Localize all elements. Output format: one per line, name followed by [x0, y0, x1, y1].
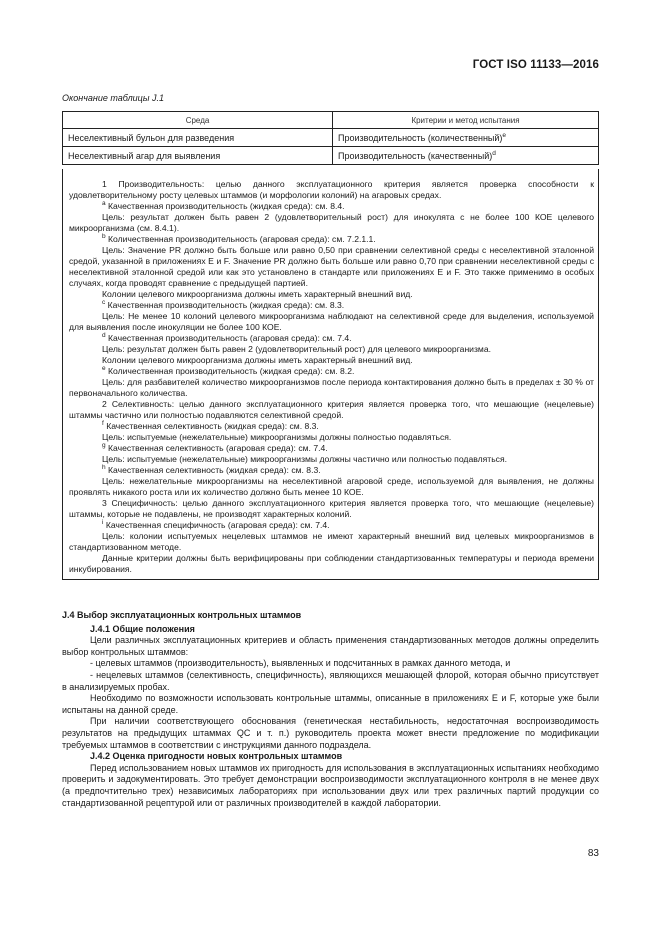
list-item: - нецелевых штаммов (селективность, специфичность), являющихся мешающей флорой, которая обычно присутствует в анализируемых пробах.: [62, 669, 599, 692]
note-paragraph: Колонии целевого микроорганизма должны иметь характерный внешний вид.: [102, 289, 413, 299]
footnote-mark: a: [102, 200, 106, 207]
table-cell-criterion: Производительность (качественный)$^d$: [333, 147, 599, 165]
table-header-row: [63, 112, 599, 129]
paragraph: Перед использованием новых штаммов их пригодность для использования в эксплуатационных испытаниях необходимо проверить и задокументировать. Это требует демонстрации воспроизводимости эксплуатационного контроля в не менее двух (а предпочтительно трех) независимых лабораториях при использовании двух или трех различных партий продукции со стандартизованной рецептурой или от различных производителей в каждой лаборатории.: [62, 762, 599, 808]
note-paragraph: Цель: колонии испытуемых нецелевых штаммов не имеют характерный внешний вид целевых микроорганизмов в стандартизованном методе.: [69, 531, 594, 552]
footnote-mark: h: [102, 464, 106, 471]
table-caption: Окончание таблицы J.1: [62, 93, 164, 103]
criteria-table: [62, 111, 599, 165]
document-id: ГОСТ ISO 11133—2016: [472, 59, 599, 71]
footnote: $^c$ Качественная производительность (жидкая среда): см. 8.3.: [102, 299, 345, 310]
paragraph: Необходимо по возможности использовать контрольные штаммы, описанные в приложениях E и F, которые уже были испытаны на данной среде.: [62, 693, 599, 715]
footnote-mark: f: [102, 420, 104, 427]
note-paragraph: Цель: результат должен быть равен 2 (удовлетворительный рост) для инокулята с не более 100 КОЕ целевого микроорганизма (см. 8.4.1).: [69, 212, 594, 233]
note-paragraph: Цель: для разбавителей количество микроорганизмов после периода контактирования должно быть в пределах ± 30 % от первоначального количества.: [69, 377, 594, 398]
note-paragraph: Цель: испытуемые (нежелательные) микроорганизмы должны полностью подавляться.: [102, 432, 452, 442]
footnote: $^g$ Качественная селективность (агаровая среда): см. 7.4.: [102, 442, 328, 453]
table-row: [63, 129, 599, 147]
section-title-j4: J.4 Выбор эксплуатационных контрольных штаммов: [62, 610, 302, 620]
note-paragraph: 3 Специфичность: целью данного эксплуатационного критерия является проверка того, что мешающие (нецелевые) штаммы, которые не подавлены, не производят характерных колоний.: [69, 498, 594, 519]
footnote-mark: d: [102, 332, 106, 339]
footnote: $^d$ Качественная производительность (агаровая среда): см. 7.4.: [102, 332, 352, 343]
table-cell-medium: Неселективный бульон для разведения: [63, 129, 333, 147]
note-paragraph: Цель: Значение PR должно быть больше или равно 0,50 при сравнении селективной среды с неселективной эталонной средой, указанной в приложениях E и F. Значение PR должно быть больше или равно 0,70 при сравнении неселективной среды с неселективной эталонной средой или как это установлено в стандарте или приложениях E и F. Это также применимо в особых случаях, когда проводят сравнение с предыдущей партией.: [69, 245, 594, 288]
table-cell-criterion: Производительность (количественный)$^e$: [333, 129, 599, 147]
footnote-mark: g: [102, 442, 106, 449]
table-notes: [62, 169, 599, 580]
footnote-ref: d: [492, 149, 496, 157]
note-paragraph: Цель: испытуемые (нежелательные) микроорганизмы должны частично или полностью подавляться.: [102, 454, 508, 464]
footnote: $^h$ Качественная селективность (жидкая среда): см. 8.3.: [102, 464, 321, 475]
paragraph: При наличии соответствующего обоснования (генетическая нестабильность, недостаточная воспроизводимость результатов на предыдущих штаммах QC и т. п.) руководитель проекта может внести предложение по модификации требуемых штаммов в соответствии с инструкциями данного подраздела.: [62, 716, 599, 750]
note-paragraph: 1 Производительность: целью данного эксплуатационного критерия является проверка способности к удовлетворительному росту целевых штаммов (и морфологии колоний) на агаровых средах.: [69, 179, 594, 200]
footnote-mark: b: [102, 233, 106, 240]
note-paragraph: Цель: нежелательные микроорганизмы на неселективной агаровой среде, используемой для выявления, не должны проявлять никакого роста или их количество должно быть менее 10 КОЕ.: [69, 476, 594, 497]
table-row: [63, 147, 599, 165]
list-item: - целевых штаммов (производительность), выявленных и подсчитанных в рамках данного метода, и: [90, 658, 511, 669]
footnote: $^b$ Количественная производительность (агаровая среда): см. 7.2.1.1.: [102, 233, 376, 244]
column-header-medium: Среда: [63, 112, 333, 129]
footnote: $^i$ Качественная специфичность (агаровая среда): см. 7.4.: [102, 519, 330, 530]
footnote-mark: i: [102, 519, 104, 526]
footnote: $^e$ Количественная производительность (жидкая среда): см. 8.2.: [102, 365, 355, 376]
section-j4: [62, 610, 599, 809]
column-header-criterion: Критерии и метод испытания: [333, 112, 599, 129]
note-paragraph: 2 Селективность: целью данного эксплуатационного критерия является проверка того, что мешающие (нецелевые) штаммы частично или полностью подавляются селективной средой.: [69, 399, 594, 420]
note-paragraph: Данные критерии должны быть верифицированы при соблюдении стандартизованных температуры и периода времени инкубирования.: [69, 553, 594, 574]
table-cell-medium: Неселективный агар для выявления: [63, 147, 333, 165]
note-paragraph: Колонии целевого микроорганизма должны иметь характерный внешний вид.: [102, 355, 413, 365]
footnote: $^a$ Качественная производительность (жидкая среда): см. 8.4.: [102, 200, 345, 211]
section-title-j41: J.4.1 Общие положения: [90, 623, 195, 634]
page-number: 83: [587, 848, 599, 859]
footnote: $^f$ Качественная селективность (жидкая среда): см. 8.3.: [102, 420, 319, 431]
section-title-j42: J.4.2 Оценка пригодности новых контрольных штаммов: [90, 751, 343, 762]
paragraph: Цели различных эксплуатационных критериев и область применения стандартизованных методов должны определить выбор контрольных штаммов:: [62, 635, 599, 657]
footnote-mark: e: [102, 365, 106, 372]
note-paragraph: Цель: результат должен быть равен 2 (удовлетворительный рост) для целевого микроорганизма.: [102, 344, 492, 354]
footnote-ref: e: [502, 131, 507, 139]
footnote-mark: c: [102, 299, 106, 306]
note-paragraph: Цель: Не менее 10 колоний целевого микроорганизма наблюдают на селективной среде для выделения, используемой для выявления после инокуляции не более 100 КОЕ.: [69, 311, 594, 332]
